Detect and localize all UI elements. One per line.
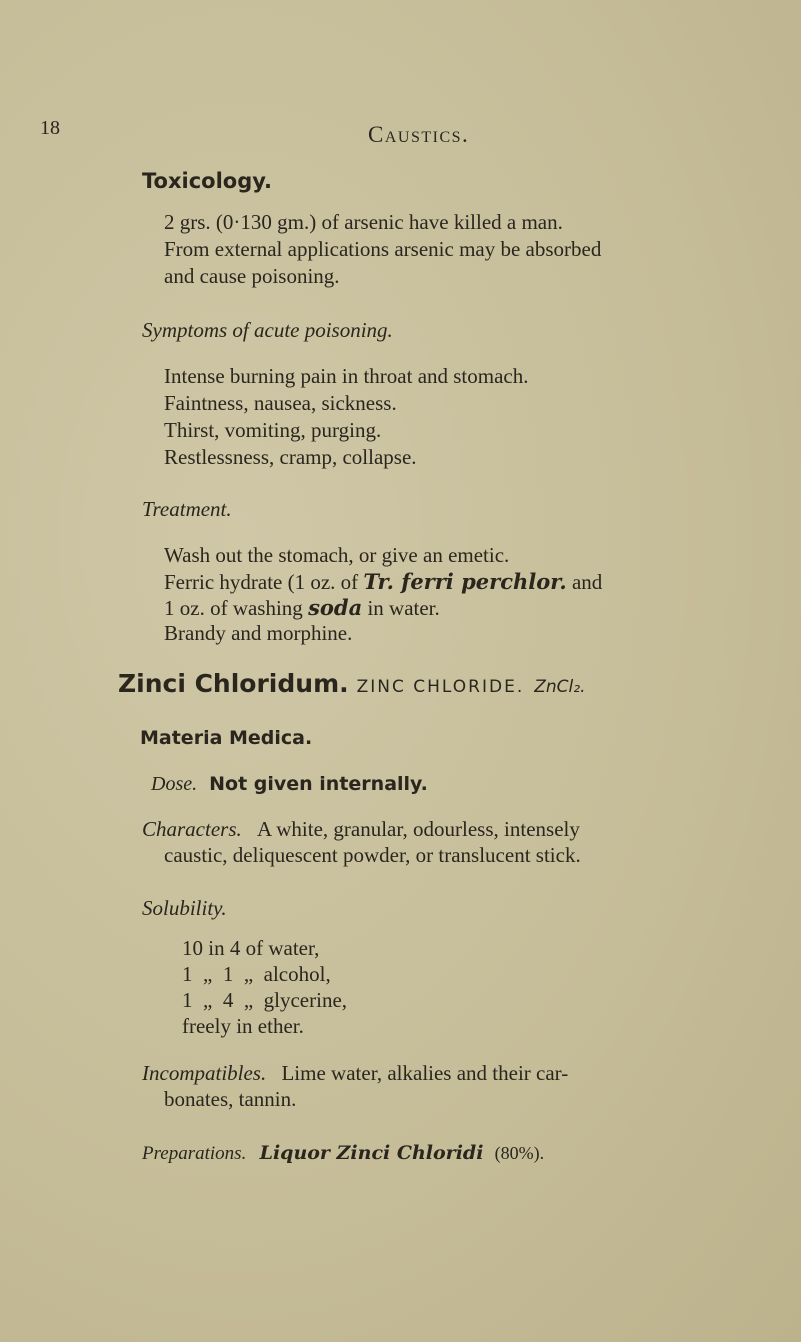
incompatibles-text: Lime water, alkalies and their car-: [281, 1061, 569, 1085]
treatment-line: [164, 595, 440, 621]
dose-label: Dose.: [151, 773, 198, 795]
solubility-item: freely in ether.: [182, 1014, 304, 1038]
characters-line: caustic, deliquescent powder, or translucent stick.: [164, 843, 581, 867]
toxicology-line: 2 grs. (0·130 gm.) of arsenic have killed a man.: [164, 210, 563, 234]
running-title: Caustics.: [368, 122, 470, 147]
treatment-line: [164, 569, 602, 595]
incompatibles-label: Incompatibles.: [142, 1061, 267, 1085]
zinc-heading: [118, 669, 585, 699]
symptom-item: Restlessness, cramp, collapse.: [164, 445, 417, 469]
characters-line: [142, 817, 580, 842]
symptom-item: Intense burning pain in throat and stomach.: [164, 364, 529, 388]
treatment-text: 1 oz. of washing: [164, 596, 309, 620]
treatment-text: and: [566, 570, 603, 594]
drug-name: Tr. ferri perchlor.: [363, 569, 567, 594]
preparations-line: [142, 1140, 544, 1165]
dose-text: Not given internally.: [209, 773, 428, 795]
solubility-label: Solubility.: [142, 896, 227, 920]
solubility-item: 1 „ 4 „ glycerine,: [182, 988, 348, 1012]
drug-name: soda: [308, 595, 363, 620]
symptom-item: Faintness, nausea, sickness.: [164, 391, 397, 415]
toxicology-heading: Toxicology.: [142, 169, 272, 193]
preparations-percent: (80%).: [494, 1143, 545, 1163]
zinc-caps-name: ZINC CHLORIDE.: [356, 677, 525, 697]
treatment-line: Wash out the stomach, or give an emetic.: [164, 543, 510, 567]
preparations-name: Liquor Zinci Chloridi: [259, 1142, 484, 1164]
zinc-title: Zinci Chloridum.: [118, 669, 349, 698]
zinc-formula: ZnCl₂.: [534, 677, 586, 697]
solubility-item: 1 „ 1 „ alcohol,: [182, 962, 331, 986]
materia-medica-heading: Materia Medica.: [140, 727, 313, 749]
solubility-item: 10 in 4 of water,: [182, 936, 320, 960]
incompatibles-line: [142, 1061, 568, 1086]
page-number: 18: [40, 117, 60, 139]
treatment-line: Brandy and morphine.: [164, 621, 353, 645]
toxicology-line: and cause poisoning.: [164, 264, 340, 288]
toxicology-line: From external applications arsenic may be absorbed: [164, 237, 602, 261]
characters-text: A white, granular, odourless, intensely: [257, 817, 580, 841]
characters-label: Characters.: [142, 817, 242, 841]
treatment-heading: Treatment.: [142, 497, 232, 521]
treatment-text: Ferric hydrate (1 oz. of: [164, 570, 364, 594]
preparations-label: Preparations.: [142, 1143, 247, 1164]
incompatibles-line: bonates, tannin.: [164, 1087, 297, 1111]
dose-line: [151, 773, 428, 796]
symptoms-heading: Symptoms of acute poisoning.: [142, 318, 393, 342]
symptom-item: Thirst, vomiting, purging.: [164, 418, 382, 442]
treatment-text: in water.: [362, 596, 440, 620]
